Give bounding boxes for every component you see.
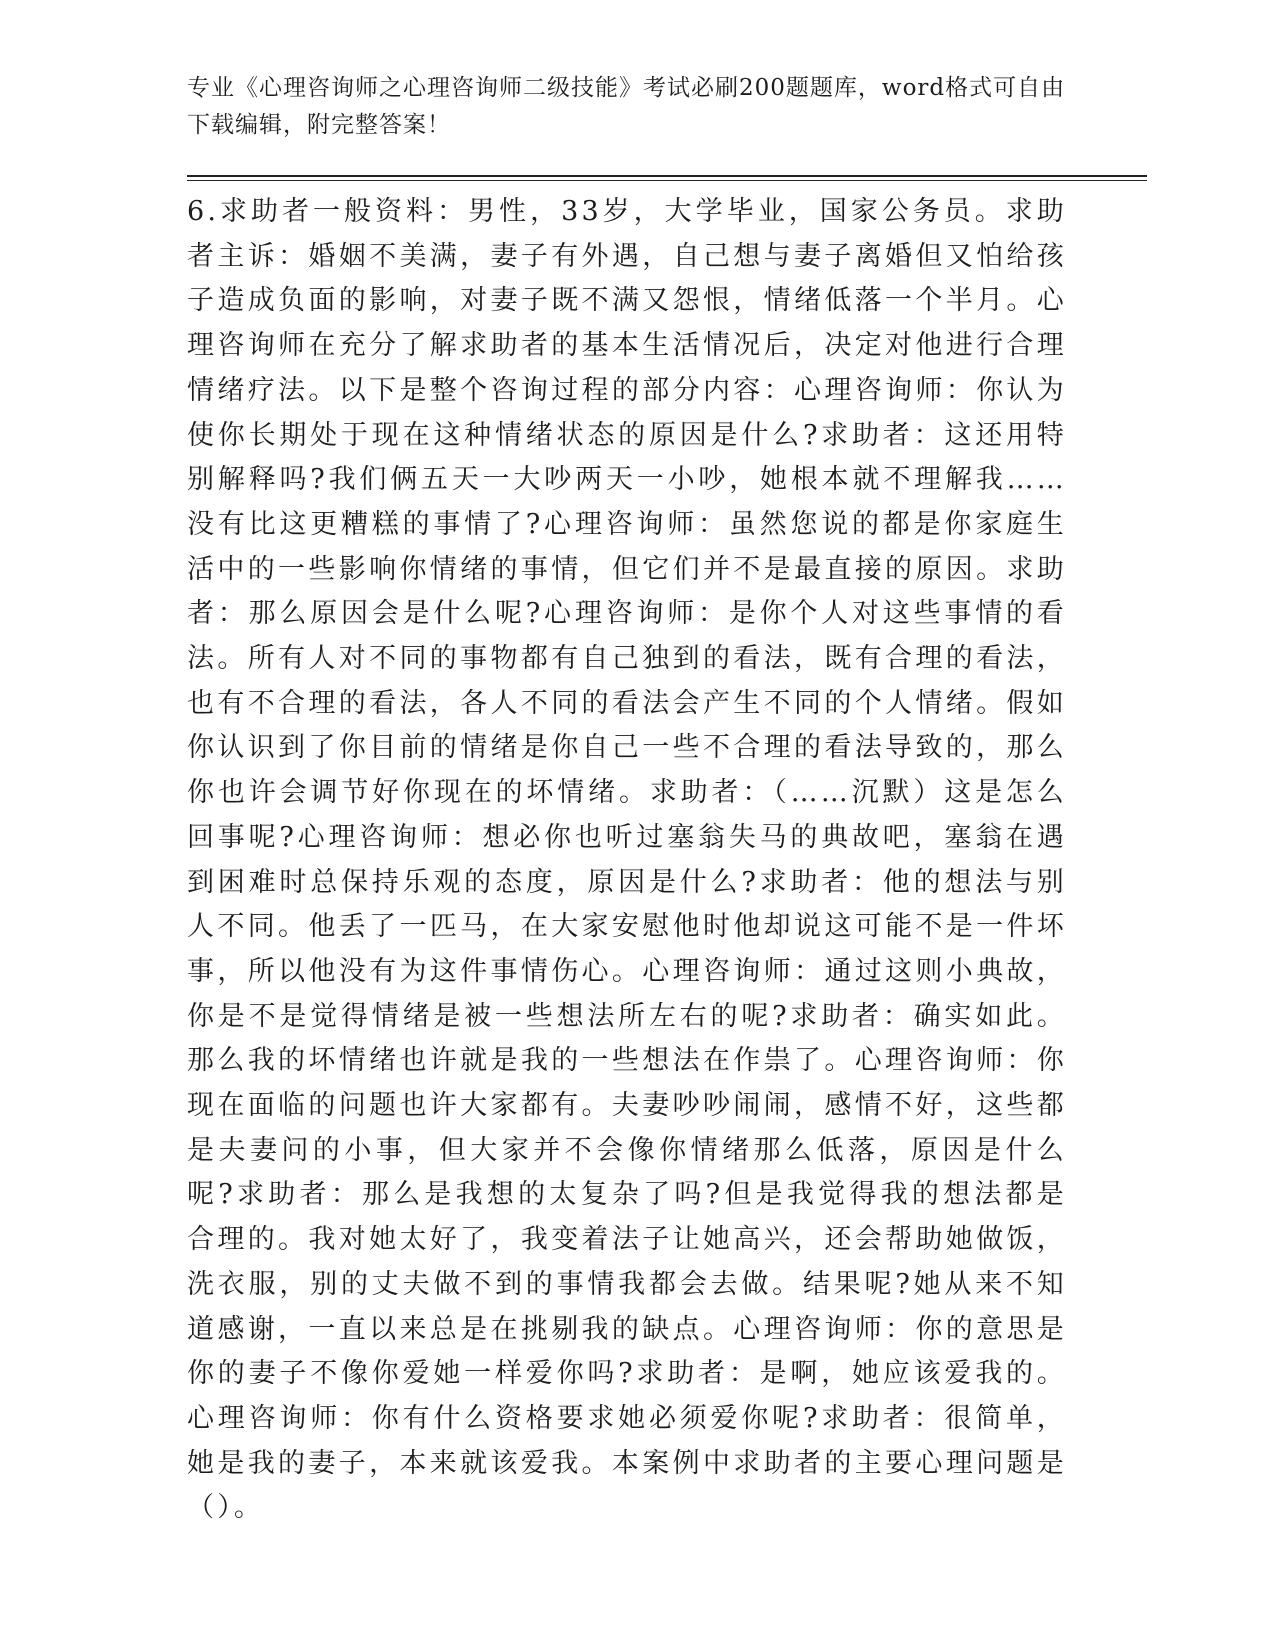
document-header: 专业《心理咨询师之心理咨询师二级技能》考试必刷200题题库，word格式可自由下载编辑，附完整答案！ [187, 75, 1066, 138]
question-text: 6.求助者一般资料：男性，33岁，大学毕业，国家公务员。求助者主诉：婚姻不美满，妻子有外遇，自己想与妻子离婚但又怕给孩子造成负面的影响，对妻子既不满又怨恨，情绪低落一个半月。心理咨询师在充分了解求助者的基本生活情况后，决定对他进行合理情绪疗法。以下是整个咨询过程的部分内容：心理咨询师：你认为使你长期处于现在这种情绪状态的原因是什么?求助者：这还用特别解释吗?我们俩五天一大吵两天一小吵，她根本就不理解我……没有比这更糟糕的事情了?心理咨询师：虽然您说的都是你家庭生活中的一些影响你情绪的事情，但它们并不是最直接的原因。求助者：那么原因会是什么呢?心理咨询师：是你个人对这些事情的看法。所有人对不同的事物都有自己独到的看法，既有合理的看法，也有不合理的看法，各人不同的看法会产生不同的个人情绪。假如你认识到了你目前的情绪是你自己一些不合理的看法导致的，那么你也许会调节好你现在的坏情绪。求助者：（……沉默）这是怎么回事呢?心理咨询师：想必你也听过塞翁失马的典故吧，塞翁在遇到困难时总保持乐观的态度，原因是什么?求助者：他的想法与别人不同。他丢了一匹马，在大家安慰他时他却说这可能不是一件坏事，所以他没有为这件事情伤心。心理咨询师：通过这则小典故，你是不是觉得情绪是被一些想法所左右的呢?求助者：确实如此。那么我的坏情绪也许就是我的一些想法在作祟了。心理咨询师：你现在面临的问题也许大家都有。夫妻吵吵闹闹，感情不好，这些都是夫妻问的小事，但大家并不会像你情绪那么低落，原因是什么呢?求助者：那么是我想的太复杂了吗?但是我觉得我的想法都是合理的。我对她太好了，我变着法子让她高兴，还会帮助她做饭，洗衣服，别的丈夫做不到的事情我都会去做。结果呢?她从来不知道感谢，一直以来总是在挑剔我的缺点。心理咨询师：你的意思是你的妻子不像你爱她一样爱你吗?求助者：是啊，她应该爱我的。心理咨询师：你有什么资格要求她必须爱你呢?求助者：很简单，她是我的妻子，本来就该爱我。本案例中求助者的主要心理问题是（）。 [187, 196, 1067, 1524]
header-divider-thick [187, 175, 1147, 177]
header-divider-thin [187, 180, 1147, 181]
